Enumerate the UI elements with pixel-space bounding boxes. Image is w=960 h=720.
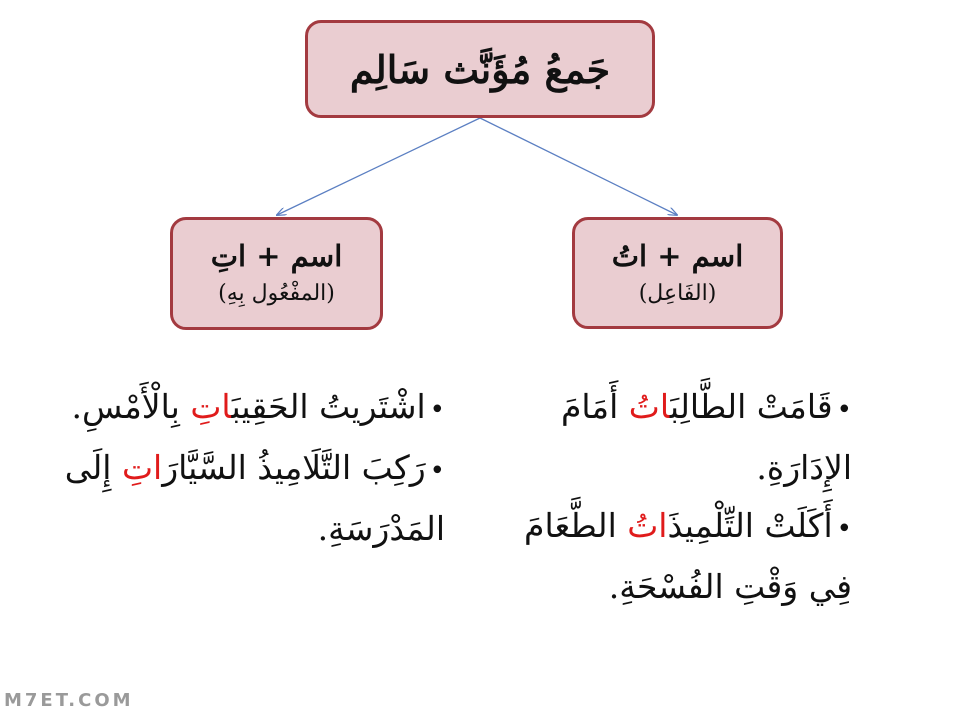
subject-case-label: (الفَاعِل): [638, 280, 717, 306]
subject-example-1: [500, 378, 852, 497]
object-case-label: (المفْعُول بِهِ): [218, 281, 335, 307]
subject-example-2: [500, 497, 852, 616]
object-example-1: [60, 378, 445, 439]
example-text: رَكِبَ التَّلَامِيذُ السَّيَّارَ: [162, 448, 426, 487]
title-text: جَمعُ مُؤَنَّث سَالِم: [349, 46, 611, 92]
example-text: بِالْأَمْسِ.: [71, 387, 191, 426]
subject-case-rule: اسم + اتُ: [611, 238, 744, 273]
example-text: أَكَلَتْ التِّلْمِيذَ: [667, 506, 833, 545]
example-text: إِلَى المَدْرَسَةِ.: [64, 448, 445, 548]
bullet-icon: •: [429, 456, 445, 486]
example-highlight: اتُ: [627, 506, 668, 545]
example-highlight: اتِ: [190, 387, 232, 426]
bullet-icon: •: [429, 395, 445, 425]
bullet-icon: •: [836, 514, 852, 544]
example-text: اشْتَريتُ الحَقِيبَ: [231, 387, 426, 426]
bullet-icon: •: [836, 395, 852, 425]
example-text: الطَّعَامَ فِي وَقْتِ الفُسْحَةِ.: [524, 506, 852, 606]
object-case-rule: اسم + اتِ: [210, 239, 343, 274]
subject-examples-list: [500, 378, 852, 616]
example-text: أَمَامَ الإِدَارَةِ.: [560, 387, 852, 487]
object-example-2: [60, 439, 445, 558]
arrow-to-right-box: [480, 118, 677, 215]
object-case-box: [170, 217, 383, 330]
example-text: قَامَتْ الطَّالِبَ: [669, 387, 833, 426]
subject-case-box: [572, 217, 783, 329]
example-highlight: اتُ: [628, 387, 670, 426]
arrow-to-left-box: [277, 118, 480, 215]
title-box: [305, 20, 655, 118]
object-examples-list: [60, 378, 445, 558]
example-highlight: اتِ: [121, 448, 163, 487]
site-watermark: M7ET.COM: [4, 690, 134, 711]
